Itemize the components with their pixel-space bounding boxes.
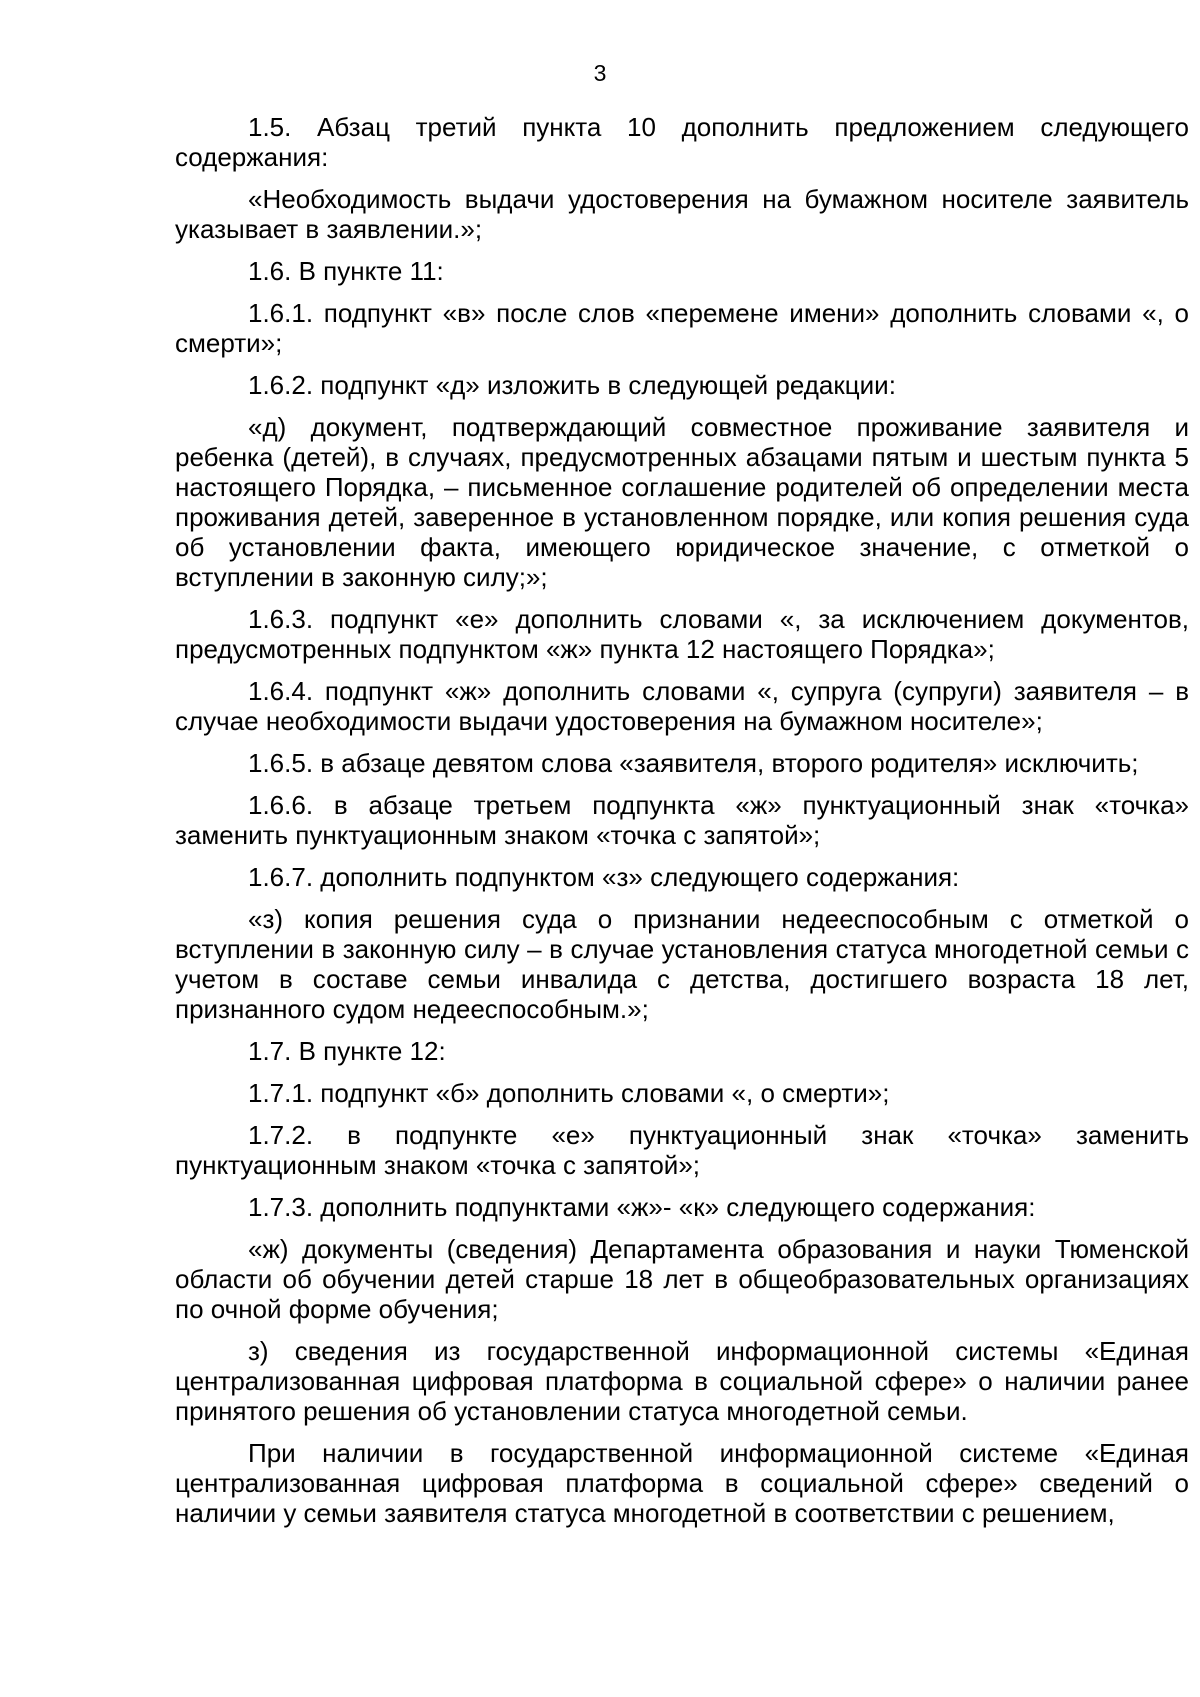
paragraph-1-6-7-quote: «з) копия решения суда о признании недееспособным с отметкой о вступлении в законную силу – в случае установления статуса многодетной семьи с учетом в составе семьи инвалида с детства, достигшего возраста 18 лет, признанного судом недееспособным.»; [175,904,1189,1024]
paragraph-1-7-3-zh: «ж) документы (сведения) Департамента образования и науки Тюменской области об обучении детей старше 18 лет в общеобразовательных организациях по очной форме обучения; [175,1234,1189,1324]
paragraph-1-6-2: 1.6.2. подпункт «д» изложить в следующей редакции: [248,370,896,400]
page-number: 3 [593,60,607,86]
paragraph-1-6-6: 1.6.6. в абзаце третьем подпункта «ж» пунктуационный знак «точка» заменить пунктуационным знаком «точка с запятой»; [175,790,1189,850]
paragraph-continuation: При наличии в государственной информационной системе «Единая централизованная цифровая платформа в социальной сфере» сведений о наличии у семьи заявителя статуса многодетной в соответствии с решением, [175,1438,1189,1528]
paragraph-1-7-3-z: з) сведения из государственной информационной системы «Единая централизованная цифровая платформа в социальной сфере» о наличии ранее принятого решения об установлении статуса многодетной семьи. [175,1336,1189,1426]
paragraph-1-7-2: 1.7.2. в подпункте «е» пунктуационный знак «точка» заменить пунктуационным знаком «точка с запятой»; [175,1120,1189,1180]
paragraph-1-7-3: 1.7.3. дополнить подпунктами «ж»- «к» следующего содержания: [248,1192,1036,1222]
paragraph-1-6-2-quote: «д) документ, подтверждающий совместное проживание заявителя и ребенка (детей), в случаях, предусмотренных абзацами пятым и шестым пункта 5 настоящего Порядка, – письменное соглашение родителей об определении места проживания детей, заверенное в установленном порядке, или копия решения суда об установлении факта, имеющего юридическое значение, с отметкой о вступлении в законную силу;»; [175,412,1189,592]
paragraph-1-6: 1.6. В пункте 11: [248,256,444,286]
paragraph-1-6-1: 1.6.1. подпункт «в» после слов «перемене имени» дополнить словами «, о смерти»; [175,298,1189,358]
paragraph-1-6-4: 1.6.4. подпункт «ж» дополнить словами «, супруга (супруги) заявителя – в случае необходимости выдачи удостоверения на бумажном носителе»; [175,676,1189,736]
document-body [175,112,1189,1540]
paragraph-1-6-3: 1.6.3. подпункт «е» дополнить словами «, за исключением документов, предусмотренных подпунктом «ж» пункта 12 настоящего Порядка»; [175,604,1189,664]
paragraph-1-5: 1.5. Абзац третий пункта 10 дополнить предложением следующего содержания: [175,112,1189,172]
paragraph-1-7-1: 1.7.1. подпункт «б» дополнить словами «, о смерти»; [248,1078,890,1108]
paragraph-1-6-5: 1.6.5. в абзаце девятом слова «заявителя, второго родителя» исключить; [248,748,1139,778]
paragraph-1-5-quote: «Необходимость выдачи удостоверения на бумажном носителе заявитель указывает в заявлении.»; [175,184,1189,244]
paragraph-1-7: 1.7. В пункте 12: [248,1036,446,1066]
paragraph-1-6-7: 1.6.7. дополнить подпунктом «з» следующего содержания: [248,862,960,892]
